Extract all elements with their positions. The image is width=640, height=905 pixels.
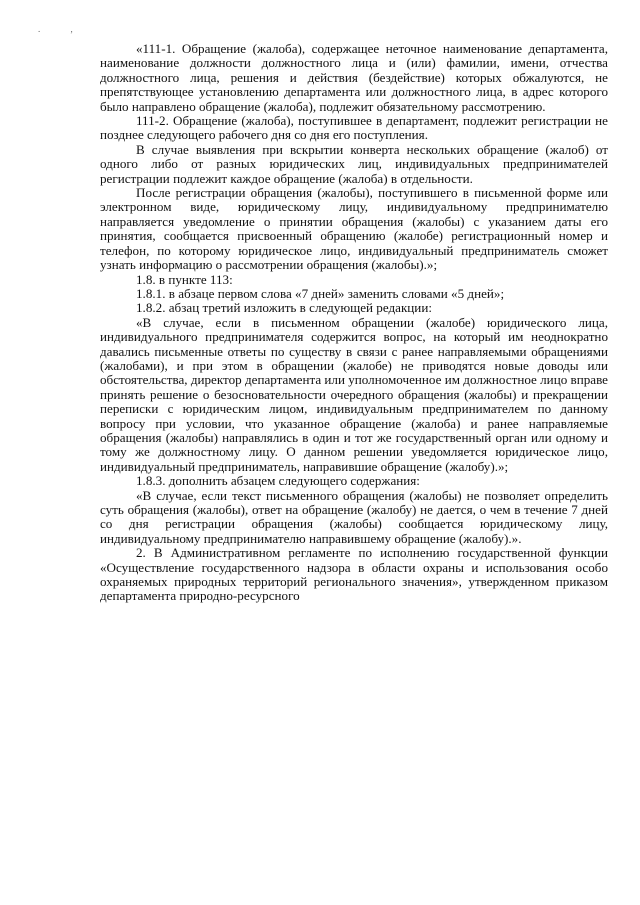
paragraph-111-2: 111-2. Обращение (жалоба), поступившее в департамент, подлежит регистрации не позднее следующего рабочего дня со дня его поступления. [100,113,608,143]
paragraph-repeated-questions: «В случае, если в письменном обращении (жалобе) юридического лица, индивидуального предпринимателя содержится вопрос, на который им неоднократно давались письменные ответы по существу в связи с ранее направляемыми обращениями (жалобами), и при этом в обращении (жалобе) не приводятся новые доводы или обстоятельства, директор департамента или уполномоченное им должностное лицо вправе принять решение о безосновательности очередного обращения (жалобы) и прекращении переписки с юридическим лицом, индивидуальным предпринимателем по данному вопросу при условии, что указанное обращение (жалоба) и ранее направляемые обращения (жалобы) направлялись в один и тот же государственный орган или одному и тому же должностному лицу. О данном решении уведомляется юридическое лицо, индивидуальный предприниматель, направившие обращение (жалобу).»; [100,314,608,474]
document-body [100,42,608,604]
paragraph-2-regulation: 2. В Административном регламенте по исполнению государственной функции «Осуществление государственного надзора в области охраны и использования особо охраняемых природных территорий регионального значения», утвержденном приказом департамента природно-ресурсного [100,545,608,604]
scan-marks: . , [38,24,87,34]
paragraph-1-8-1: 1.8.1. в абзаце первом слова «7 дней» заменить словами «5 дней»; [136,285,505,301]
paragraph-111-1: «111-1. Обращение (жалоба), содержащее неточное наименование департамента, наименование должности должностного лица и (или) фамилии, имени, отчества должностного лица, решения и действия (бездействие) которых обжалуются, не препятствующее установлению департамента или должностного лица, в адрес которого было направлено обращение (жалоба), подлежит обязательному рассмотрению. [100,41,608,114]
paragraph-1-8: 1.8. в пункте 113: [136,271,233,287]
paragraph-multiple-complaints: В случае выявления при вскрытии конверта нескольких обращение (жалоб) от одного либо от разных юридических лиц, индивидуальных предпринимателей регистрации подлежит каждое обращение (жалоба) в отдельности. [100,141,608,186]
paragraph-registration-notice: После регистрации обращения (жалобы), поступившего в письменной форме или электронном виде, юридическому лицу, индивидуальному предпринимателю направляется уведомление о принятии обращения (жалобы) с указанием даты его принятия, сообщается присвоенный обращению (жалобе) регистрационный номер и телефон, по которому юридическое лицо, индивидуальный предприниматель сможет узнать информацию о рассмотрении обращения (жалобы).»; [100,185,608,273]
paragraph-1-8-2: 1.8.2. абзац третий изложить в следующей редакции: [136,300,432,316]
paragraph-unreadable-text: «В случае, если текст письменного обращения (жалобы) не позволяет определить суть обращения (жалобы), ответ на обращение (жалобу) не дается, о чем в течение 7 дней со дня регистрации обращения (жалобы) сообщается юридическому лицу, индивидуальному предпринимателю направившему обращение (жалобу).». [100,487,608,546]
paragraph-1-8-3: 1.8.3. дополнить абзацем следующего содержания: [136,473,420,489]
